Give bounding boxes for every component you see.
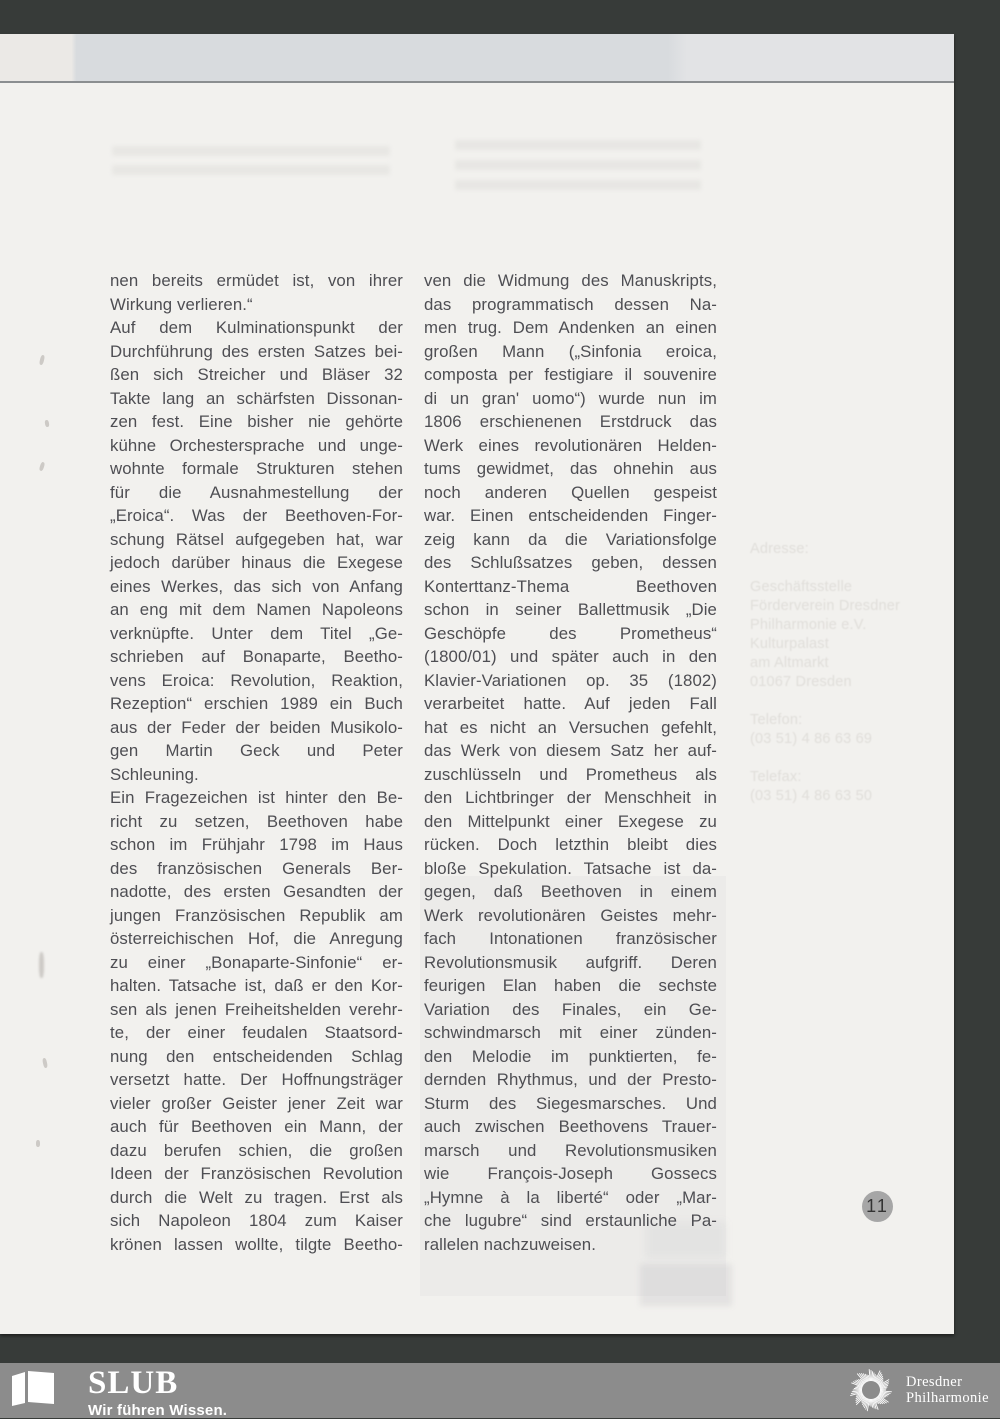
text-line: österreichischen Hof, die Anregung bbox=[110, 929, 403, 948]
philharmonie-name-line2: Philharmonie bbox=[906, 1390, 989, 1406]
text-line: bloße Spekulation. Tatsache ist da- bbox=[424, 858, 717, 878]
text-line: zeig kann da die Variationsfolge bbox=[424, 529, 717, 549]
text-line: verknüpfte. Unter dem Titel „Ge- bbox=[110, 623, 403, 643]
text-line: rallelen nachzuweisen. bbox=[424, 1234, 596, 1254]
text-line: vens Eroica: Revolution, Reaktion, bbox=[110, 670, 403, 690]
text-line: zu einer „Bonaparte-Sinfonie“ er- bbox=[110, 952, 403, 972]
text-line: rücken. Doch letzthin bleibt dies bbox=[424, 835, 717, 854]
text-line: ven die Widmung des Manuskripts, bbox=[424, 271, 717, 290]
text-line: halten. Tatsache ist, daß er den Kor- bbox=[110, 976, 403, 995]
slub-logo[interactable] bbox=[10, 1367, 227, 1419]
text-line: Durchführung des ersten Satzes bei- bbox=[110, 341, 403, 361]
text-column-right bbox=[424, 269, 717, 1256]
text-line: dernden Rhythmus, und der Presto- bbox=[424, 1070, 717, 1089]
text-line: Revolutionsmusik aufgriff. Deren bbox=[424, 952, 717, 972]
text-line: composta per festigiare il souvenire bbox=[424, 365, 717, 384]
book-icon bbox=[10, 1367, 56, 1407]
text-line: Werk revolutionären Geistes mehr- bbox=[424, 905, 717, 925]
text-line: Sturm des Siegesmarsches. Und bbox=[424, 1093, 717, 1113]
page-number-badge bbox=[862, 1191, 893, 1222]
text-line: hat es nicht an Versuchen gefehlt, bbox=[424, 717, 717, 737]
text-line: 1806 erschienenen Erstdruck das bbox=[424, 412, 717, 431]
text-line: te, der einer feudalen Staatsord- bbox=[110, 1023, 403, 1042]
text-column-left bbox=[110, 269, 403, 1256]
text-line: des Schlußsatzes geben, dessen bbox=[424, 553, 717, 572]
text-line: vieler großer Geister jener Zeit war bbox=[110, 1093, 403, 1113]
text-line: men trug. Dem Andenken an einen bbox=[424, 318, 717, 337]
text-line: für die Ausnahmestellung der bbox=[110, 482, 403, 502]
text-line: noch anderen Quellen gespeist bbox=[424, 482, 717, 502]
text-line: war. Einen entscheidenden Finger- bbox=[424, 506, 717, 525]
text-line: gegen, daß Beethoven in einem bbox=[424, 882, 717, 901]
text-line: verarbeitet hatte. Auf jeden Fall bbox=[424, 694, 717, 713]
text-line: Ideen der Französischen Revolution bbox=[110, 1164, 403, 1183]
page-number: 11 bbox=[866, 1196, 889, 1216]
bleedthrough-box bbox=[640, 1264, 732, 1306]
text-line: krönen lassen wollte, tilgte Beetho- bbox=[110, 1234, 403, 1254]
text-line: wohnte formale Strukturen stehen bbox=[110, 459, 403, 478]
text-line: feurigen Elan haben die sechste bbox=[424, 976, 717, 995]
text-line: fach Intonationen französischer bbox=[424, 929, 717, 948]
text-line: kühne Orchestersprache und unge- bbox=[110, 435, 403, 455]
text-line: an eng mit dem Namen Napoleons bbox=[110, 600, 403, 619]
text-line: schon im Frühjahr 1798 im Haus bbox=[110, 835, 403, 854]
text-line: Auf dem Kulminationspunkt der bbox=[110, 318, 403, 337]
text-line: eines Werkes, das sich von Anfang bbox=[110, 576, 403, 596]
text-line: den Melodie im punktierten, fe- bbox=[424, 1046, 717, 1066]
text-line: dazu berufen schien, die großen bbox=[110, 1140, 403, 1160]
text-line: schwindmarsch mit einer zünden- bbox=[424, 1023, 717, 1042]
text-line: des französischen Generals Ber- bbox=[110, 858, 403, 878]
text-line: Rezeption“ erschien 1989 ein Buch bbox=[110, 694, 403, 713]
text-line: tums gewidmet, das ohnehin aus bbox=[424, 459, 717, 478]
starburst-icon bbox=[848, 1364, 894, 1416]
text-line: zen fest. Eine bisher nie gehörte bbox=[110, 412, 403, 431]
text-line: nen bereits ermüdet ist, von ihrer bbox=[110, 271, 403, 290]
footer-bar bbox=[0, 1363, 1000, 1418]
text-line: richt zu setzen, Beethoven habe bbox=[110, 811, 403, 831]
text-line: großen Mann („Sinfonia eroica, bbox=[424, 341, 717, 361]
text-line: zuschlüsseln und Prometheus als bbox=[424, 764, 717, 784]
text-line: schon in seiner Ballettmusik „Die bbox=[424, 600, 717, 619]
text-line: jungen Französischen Republik am bbox=[110, 905, 403, 925]
text-line: nadotte, des ersten Gesandten der bbox=[110, 882, 403, 901]
text-line: das programmatisch dessen Na- bbox=[424, 294, 717, 314]
text-line: auch zwischen Beethovens Trauer- bbox=[424, 1117, 717, 1136]
philharmonie-name-line1: Dresdner bbox=[906, 1373, 963, 1390]
text-line: schrieben auf Bonaparte, Beetho- bbox=[110, 647, 403, 666]
bleedthrough-smudge bbox=[455, 140, 701, 200]
text-line: (1800/01) und später auch in den bbox=[424, 647, 717, 666]
text-line: nung den entscheidenden Schlag bbox=[110, 1046, 403, 1066]
text-line: Werk eines revolutionären Helden- bbox=[424, 435, 717, 455]
text-line: schung Rätsel aufgegeben hat, war bbox=[110, 529, 403, 549]
text-line: versetzt hatte. Der Hoffnungsträger bbox=[110, 1070, 403, 1089]
text-line: den Lichtbringer der Menschheit in bbox=[424, 788, 717, 807]
philharmonie-logo[interactable] bbox=[848, 1364, 989, 1416]
slub-tagline: Wir führen Wissen. bbox=[88, 1402, 228, 1419]
text-line: Wirkung verlieren.“ bbox=[110, 294, 253, 314]
text-line: Schleuning. bbox=[110, 764, 199, 784]
scanned-page bbox=[0, 34, 954, 1334]
previous-page-edge bbox=[0, 34, 954, 83]
text-line: das Werk von diesem Satz her auf- bbox=[424, 741, 717, 760]
text-line: Geschöpfe des Prometheus“ bbox=[424, 623, 717, 643]
text-line: Takte lang an schärfsten Dissonan- bbox=[110, 388, 403, 408]
text-line: gen Martin Geck und Peter bbox=[110, 741, 403, 760]
text-line: che lugubre“ sind erstaunliche Pa- bbox=[424, 1211, 717, 1230]
text-line: den Mittelpunkt einer Exegese zu bbox=[424, 811, 717, 831]
text-line: di un gran' uomo“) wurde nun im bbox=[424, 388, 717, 408]
bleedthrough-smudge bbox=[112, 146, 390, 182]
text-line: ßen sich Streicher und Bläser 32 bbox=[110, 365, 403, 384]
text-line: marsch und Revolutionsmusiken bbox=[424, 1140, 717, 1160]
text-line: jedoch darüber hinaus die Exegese bbox=[110, 553, 403, 572]
text-line: aus der Feder der beiden Musikolo- bbox=[110, 717, 403, 737]
text-line: auch für Beethoven ein Mann, der bbox=[110, 1117, 403, 1136]
text-line: Konterttanz-Thema Beethoven bbox=[424, 576, 717, 596]
text-line: „Eroica“. Was der Beethoven-For- bbox=[110, 506, 403, 525]
text-line: sen als jenen Freiheitshelden verehr- bbox=[110, 999, 403, 1019]
text-line: Klavier-Variationen op. 35 (1802) bbox=[424, 670, 717, 690]
text-line: durch die Welt zu tragen. Erst als bbox=[110, 1187, 403, 1207]
slub-wordmark: SLUB bbox=[88, 1365, 179, 1401]
text-line: Ein Fragezeichen ist hinter den Be- bbox=[110, 788, 403, 807]
text-line: Variation des Finales, ein Ge- bbox=[424, 999, 717, 1019]
text-line: „Hymne à la liberté“ oder „Mar- bbox=[424, 1187, 717, 1207]
bleedthrough-address: Adresse: Geschäftsstelle Förderverein Dresdner Philharmonie e.V. Kulturpalast am Altmarkt 01067 Dresden Telefon: (03 51) 4 86 63 69 Telefax: (03 51) 4 86 63 50 bbox=[750, 541, 901, 804]
text-line: wie François-Joseph Gossecs bbox=[424, 1164, 717, 1183]
text-line: sich Napoleon 1804 zum Kaiser bbox=[110, 1211, 403, 1230]
